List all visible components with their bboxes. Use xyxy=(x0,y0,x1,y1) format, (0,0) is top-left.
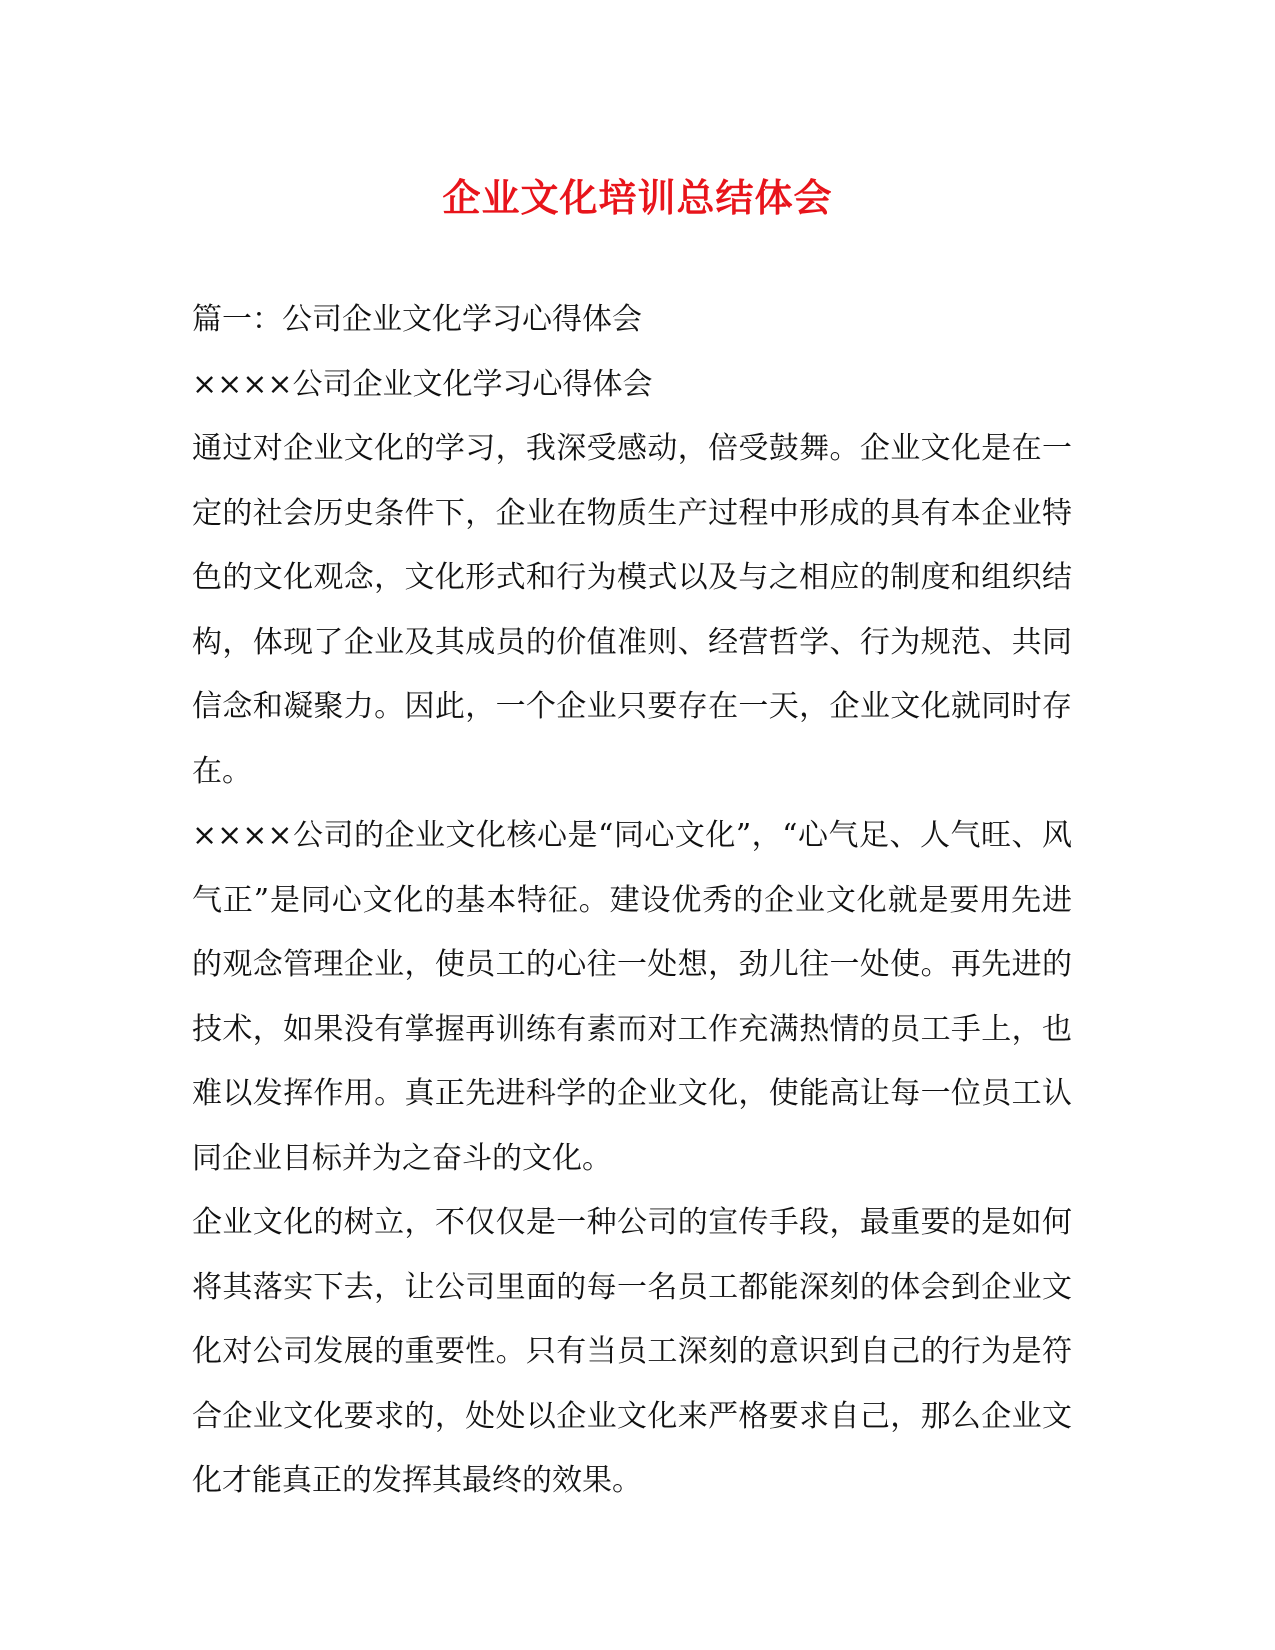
document-body xyxy=(192,288,1072,1514)
paragraph-1: 通过对企业文化的学习，我深受感动，倍受鼓舞。企业文化是在一定的社会历史条件下，企业在物质生产过程中形成的具有本企业特色的文化观念，文化形式和行为模式以及与之相应的制度和组织结构，体现了企业及其成员的价值准则、经营哲学、行为规范、共同信念和凝聚力。因此，一个企业只要存在一天，企业文化就同时存在。 xyxy=(192,431,1072,789)
section-heading: 篇一：公司企业文化学习心得体会 xyxy=(192,302,642,337)
document-title: 企业文化培训总结体会 xyxy=(442,175,833,220)
paragraph-2: ××××公司的企业文化核心是“同心文化”，“心气足、人气旺、风气正”是同心文化的基本特征。建设优秀的企业文化就是要用先进的观念管理企业，使员工的心往一处想，劲儿往一处使。再先进的技术，如果没有掌握再训练有素而对工作充满热情的员工手上，也难以发挥作用。真正先进科学的企业文化，使能高让每一位员工认同企业目标并为之奋斗的文化。 xyxy=(192,818,1072,1176)
document-subtitle: ××××公司企业文化学习心得体会 xyxy=(192,366,653,402)
paragraph-3: 企业文化的树立，不仅仅是一种公司的宣传手段，最重要的是如何将其落实下去，让公司里面的每一名员工都能深刻的体会到企业文化对公司发展的重要性。只有当员工深刻的意识到自己的行为是符合企业文化要求的，处处以企业文化来严格要求自己，那么企业文化才能真正的发挥其最终的效果。 xyxy=(192,1205,1072,1498)
